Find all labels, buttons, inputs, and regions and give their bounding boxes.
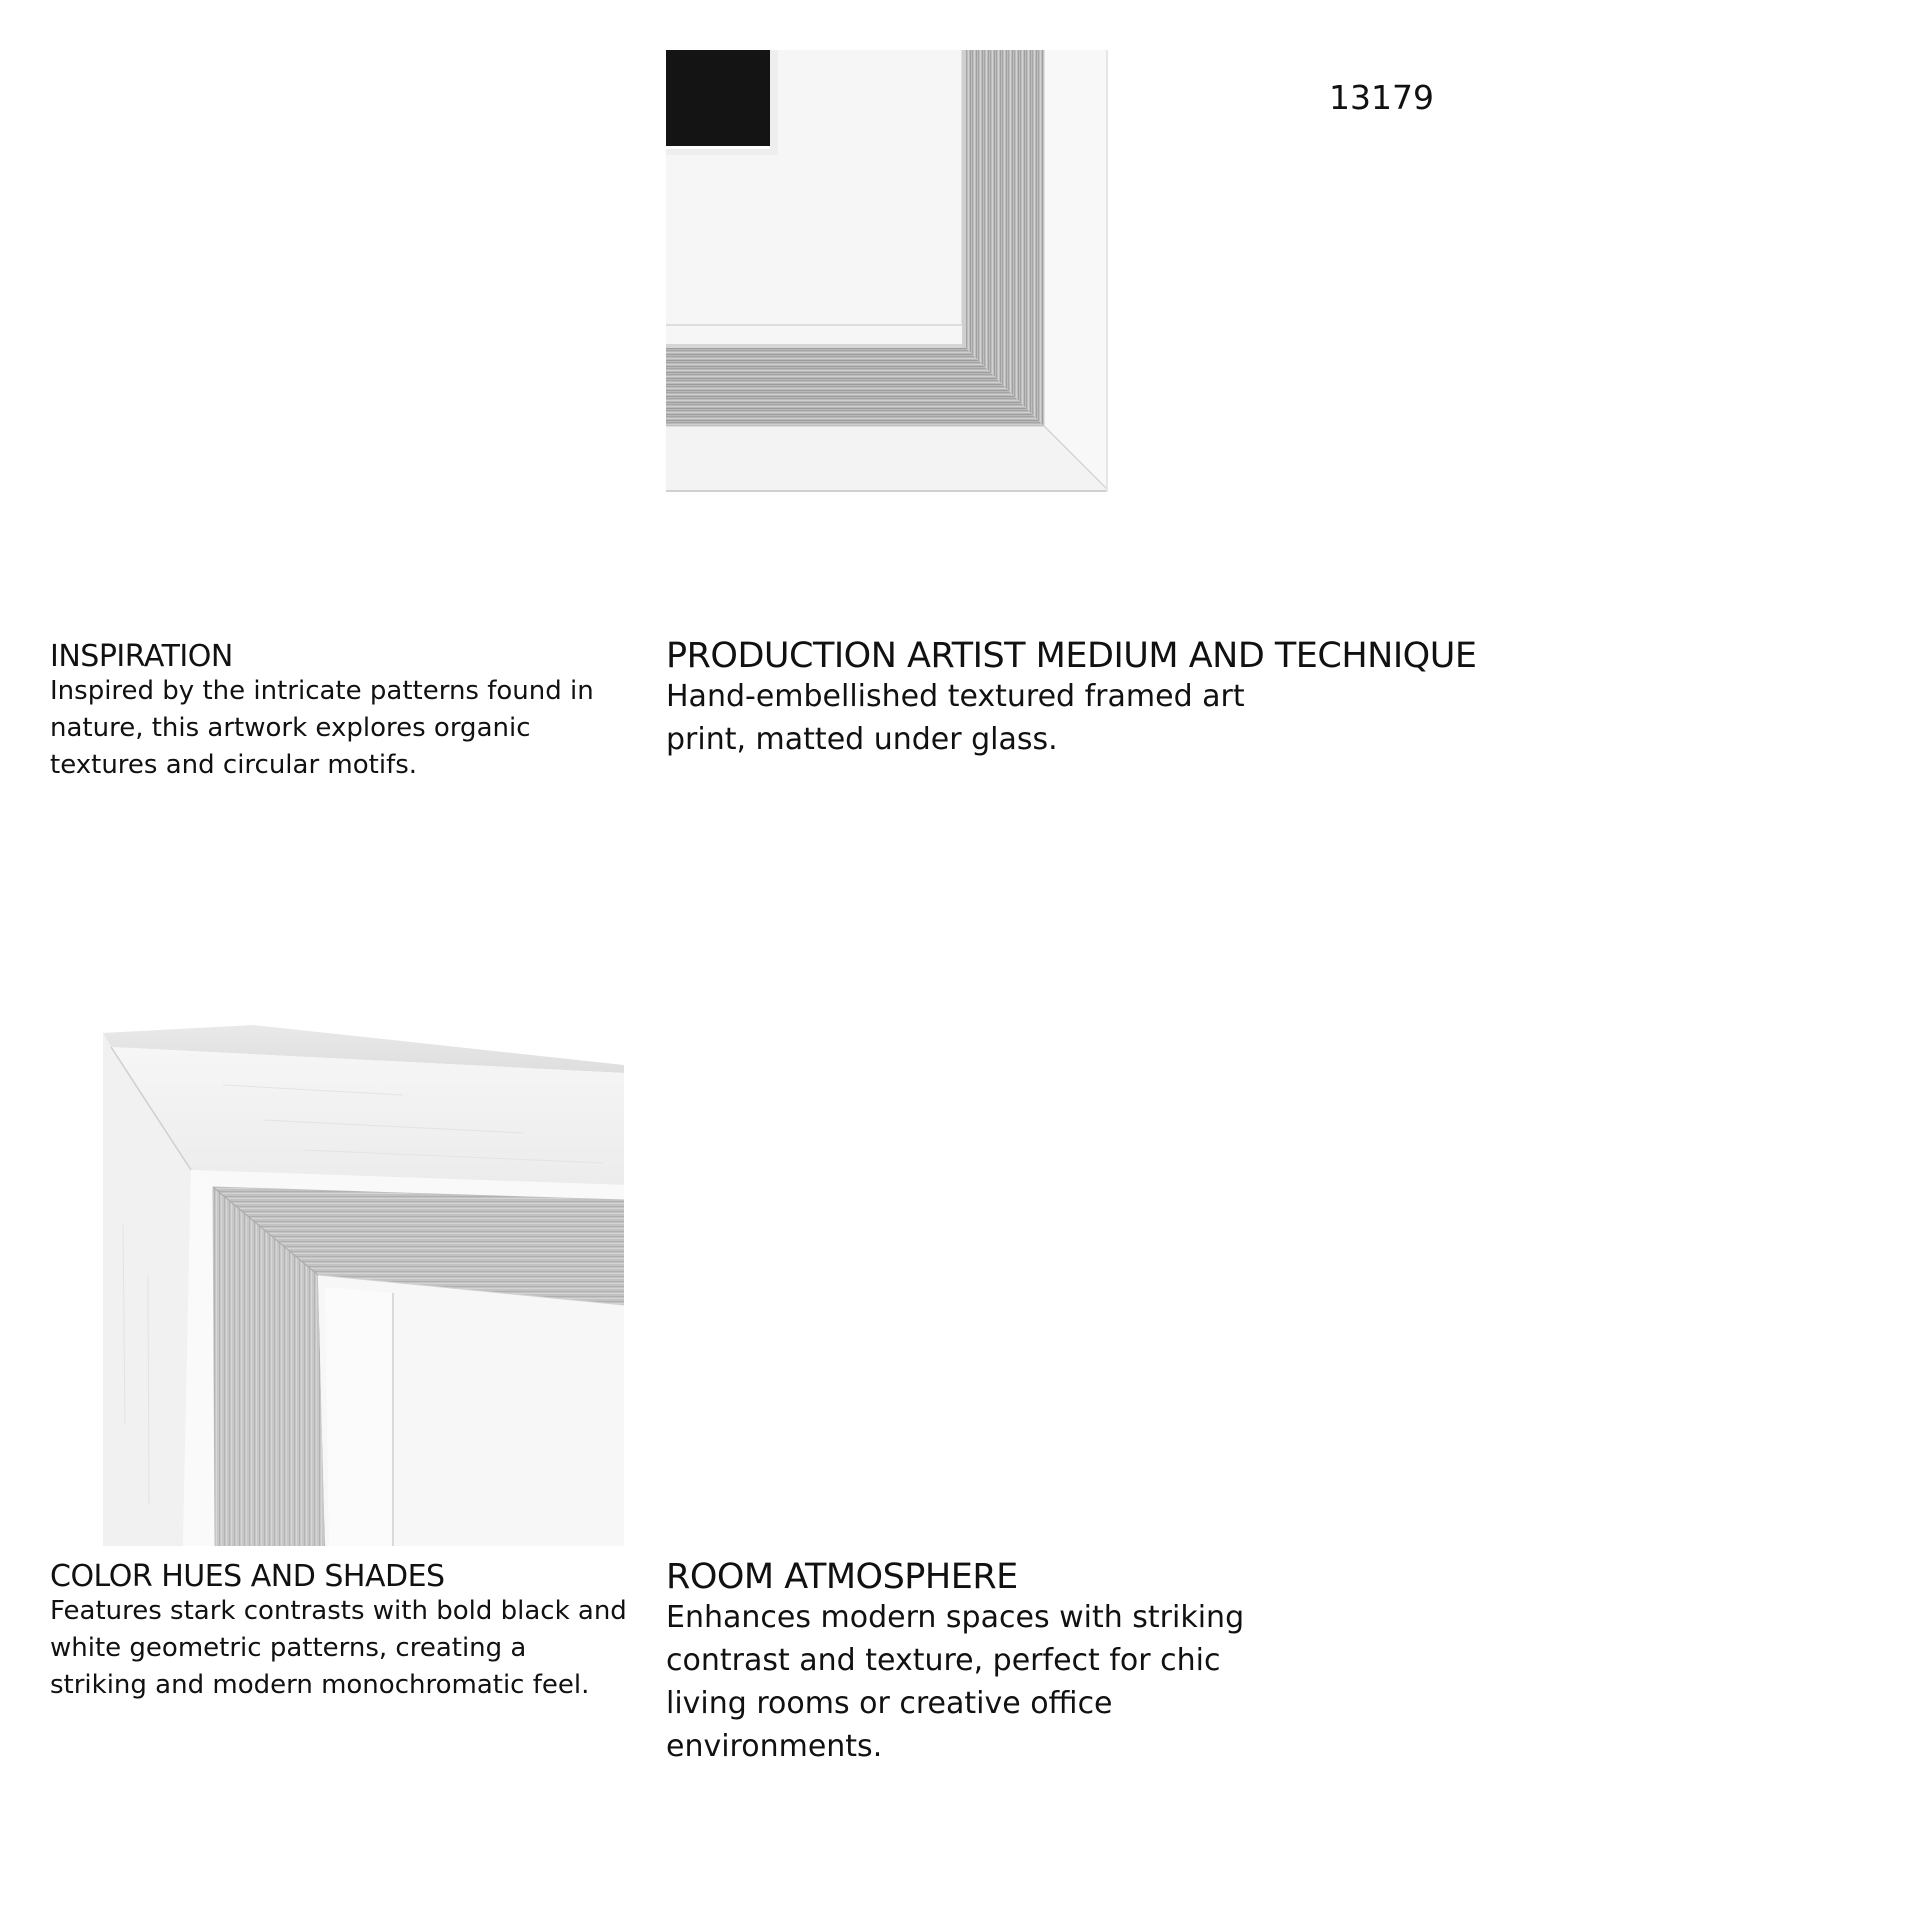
production-body: Hand-embellished textured framed art print, matted under glass. <box>666 679 1245 757</box>
product-code: 13179 <box>1329 78 1434 117</box>
inspiration-section <box>50 637 630 784</box>
color-heading: COLOR HUES AND SHADES <box>50 1559 445 1594</box>
frame-corner-closeup-photo <box>103 1025 624 1546</box>
frame-corner-detail-photo <box>666 50 1108 492</box>
room-atmosphere-heading: ROOM ATMOSPHERE <box>666 1557 1018 1597</box>
production-section <box>666 635 1666 761</box>
room-atmosphere-body: Enhances modern spaces with striking contrast and texture, perfect for chic living rooms or creative office environments. <box>666 1600 1245 1764</box>
room-atmosphere-section <box>666 1556 1286 1768</box>
inspiration-body: Inspired by the intricate patterns found in nature, this artwork explores organic textures and circular motifs. <box>50 676 594 780</box>
inspiration-heading: INSPIRATION <box>50 639 233 674</box>
production-heading: PRODUCTION ARTIST MEDIUM AND TECHNIQUE <box>666 636 1477 676</box>
color-section <box>50 1557 630 1704</box>
color-body: Features stark contrasts with bold black and white geometric patterns, creating a striking and modern monochromatic feel. <box>50 1596 627 1700</box>
